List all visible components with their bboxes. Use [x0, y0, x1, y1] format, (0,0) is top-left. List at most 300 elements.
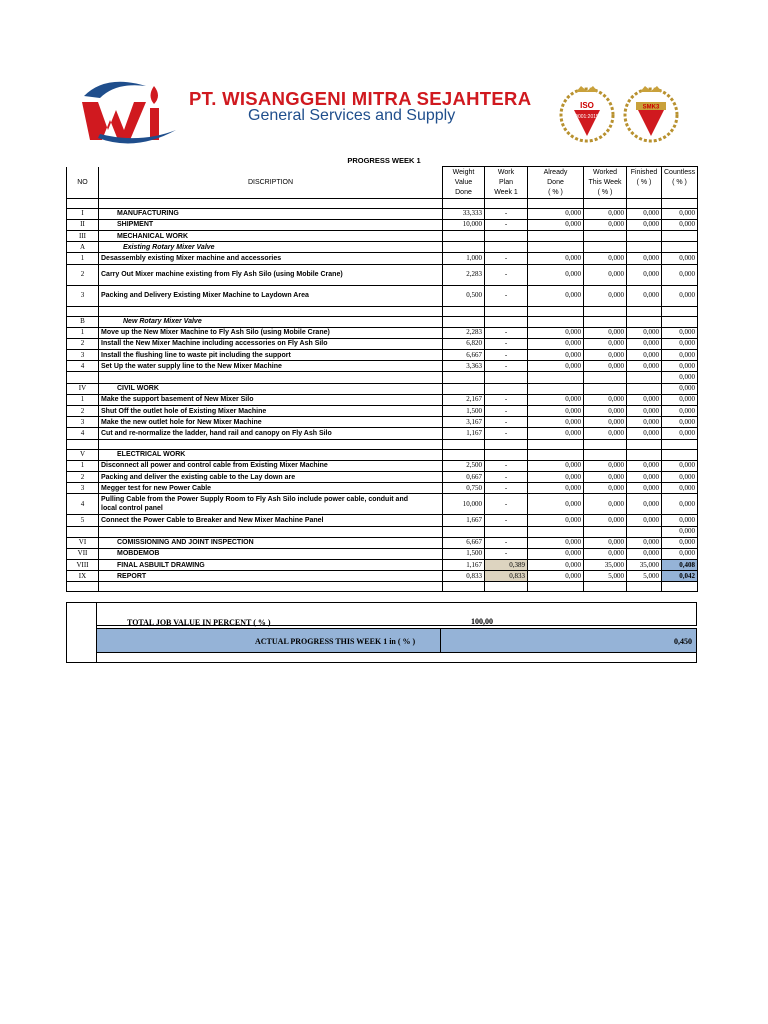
- header-no-cell: [67, 167, 99, 178]
- cell-no: [67, 372, 99, 383]
- cell-desc: [99, 198, 443, 208]
- cell-no: 2: [67, 338, 99, 349]
- cell-weight: 6,667: [443, 537, 485, 548]
- cell-already: [528, 316, 584, 327]
- cell-countless: 0,000: [662, 394, 698, 405]
- cell-desc: [99, 372, 443, 383]
- table-row: [67, 428, 698, 439]
- total-job-value: 100,00: [471, 617, 493, 626]
- header-worked-3: ( % ): [584, 187, 627, 198]
- cell-already: 0,000: [528, 428, 584, 439]
- cell-worked: 0,000: [584, 460, 627, 471]
- cell-worked: 5,000: [584, 571, 627, 582]
- cell-worked: 0,000: [584, 253, 627, 264]
- cell-finished: 0,000: [627, 327, 662, 338]
- cell-weight: [443, 526, 485, 537]
- header-finished-2: ( % ): [627, 177, 662, 187]
- cell-already: 0,000: [528, 264, 584, 285]
- actual-progress-row: [97, 628, 697, 653]
- cell-worked: [584, 582, 627, 592]
- cell-weight: 1,500: [443, 406, 485, 417]
- cell-weight: [443, 306, 485, 316]
- cell-plan: -: [485, 219, 528, 230]
- header-weight-2: Value: [443, 177, 485, 187]
- cell-plan: -: [485, 394, 528, 405]
- cell-countless: 0,000: [662, 428, 698, 439]
- cell-already: 0,000: [528, 471, 584, 482]
- cell-worked: [584, 306, 627, 316]
- cell-plan: -: [485, 494, 528, 515]
- cell-finished: 0,000: [627, 428, 662, 439]
- cell-worked: [584, 198, 627, 208]
- cell-weight: 0,750: [443, 483, 485, 494]
- cell-worked: [584, 316, 627, 327]
- cell-already: 0,000: [528, 537, 584, 548]
- table-body: [67, 198, 698, 592]
- cell-countless: [662, 582, 698, 592]
- cell-countless: 0,000: [662, 285, 698, 306]
- cell-countless: [662, 242, 698, 253]
- cell-worked: 0,000: [584, 494, 627, 515]
- cell-weight: 0,500: [443, 285, 485, 306]
- cell-desc: [99, 439, 443, 449]
- cell-countless: [662, 306, 698, 316]
- cell-worked: 0,000: [584, 350, 627, 361]
- cell-no: V: [67, 449, 99, 460]
- table-row: [67, 316, 698, 327]
- cell-weight: 10,000: [443, 494, 485, 515]
- table-row: [67, 460, 698, 471]
- cell-plan: -: [485, 515, 528, 526]
- table-row: [67, 338, 698, 349]
- blank-row: [67, 198, 698, 208]
- cell-countless: 0,000: [662, 526, 698, 537]
- cell-no: 2: [67, 406, 99, 417]
- cell-weight: 2,500: [443, 460, 485, 471]
- cell-finished: 0,000: [627, 394, 662, 405]
- cell-desc-line-1: Pulling Cable from the Power Supply Room to Fly Ash Silo include power cable, conduit and: [101, 496, 408, 504]
- cell-finished: 0,000: [627, 515, 662, 526]
- header-finished-3: [627, 187, 662, 198]
- cell-plan: -: [485, 350, 528, 361]
- cell-desc: Packing and Delivery Existing Mixer Machine to Laydown Area: [99, 285, 443, 306]
- cell-worked: 0,000: [584, 327, 627, 338]
- cell-plan: [485, 306, 528, 316]
- table-row: [67, 372, 698, 383]
- cell-desc-line-2: local control panel: [101, 505, 163, 513]
- cell-desc: MOBDEMOB: [99, 548, 443, 559]
- header-no-bottom: [67, 187, 99, 198]
- cell-countless: 0,000: [662, 471, 698, 482]
- table-row: [67, 383, 698, 394]
- cell-weight: 2,283: [443, 264, 485, 285]
- cell-countless: [662, 449, 698, 460]
- table-row: [67, 394, 698, 405]
- cell-plan: -: [485, 471, 528, 482]
- cell-worked: 0,000: [584, 361, 627, 372]
- table-row: [67, 571, 698, 582]
- cell-plan: -: [485, 264, 528, 285]
- cell-countless: 0,000: [662, 483, 698, 494]
- table-row: [67, 264, 698, 285]
- cell-finished: [627, 383, 662, 394]
- cell-desc: Make the support basement of New Mixer Silo: [99, 394, 443, 405]
- cell-no: I: [67, 208, 99, 219]
- cell-desc: Megger test for new Power Cable: [99, 483, 443, 494]
- cell-countless: 0,042: [662, 571, 698, 582]
- header-finished-1: Finished: [627, 167, 662, 178]
- cell-no: 3: [67, 285, 99, 306]
- cell-finished: [627, 582, 662, 592]
- cell-countless: [662, 316, 698, 327]
- cell-desc: Connect the Power Cable to Breaker and New Mixer Machine Panel: [99, 515, 443, 526]
- cell-plan: 0,833: [485, 571, 528, 582]
- company-logo: [76, 78, 188, 144]
- iso-badge-number: 9001:2015: [575, 114, 599, 120]
- totals-bottom-row: [97, 653, 697, 663]
- table-row: [67, 253, 698, 264]
- table-row: [67, 417, 698, 428]
- cell-desc: Install the flushing line to waste pit including the support: [99, 350, 443, 361]
- cell-no: 1: [67, 253, 99, 264]
- cell-already: 0,000: [528, 350, 584, 361]
- cell-no: III: [67, 230, 99, 241]
- cell-finished: [627, 449, 662, 460]
- totals-block: [66, 602, 697, 663]
- cell-worked: 0,000: [584, 471, 627, 482]
- table-row: [67, 449, 698, 460]
- actual-progress-value: 0,450: [674, 637, 692, 646]
- cell-already: 0,000: [528, 208, 584, 219]
- cell-finished: 0,000: [627, 548, 662, 559]
- cell-desc: CIVIL WORK: [99, 383, 443, 394]
- table-row: [67, 471, 698, 482]
- cell-weight: [443, 582, 485, 592]
- cell-weight: 10,000: [443, 219, 485, 230]
- table-row: [67, 406, 698, 417]
- cell-already: 0,000: [528, 571, 584, 582]
- cell-no: 1: [67, 327, 99, 338]
- cell-desc: Make the new outlet hole for New Mixer Machine: [99, 417, 443, 428]
- table-row: [67, 526, 698, 537]
- cell-desc: MANUFACTURING: [99, 208, 443, 219]
- cell-worked: 0,000: [584, 483, 627, 494]
- cell-finished: [627, 372, 662, 383]
- cell-worked: [584, 242, 627, 253]
- cell-no: [67, 198, 99, 208]
- cell-no: VII: [67, 548, 99, 559]
- table-row: [67, 361, 698, 372]
- cell-no: [67, 439, 99, 449]
- iso-badge-label: ISO: [580, 101, 594, 110]
- cell-no: VIII: [67, 560, 99, 571]
- cell-no: IV: [67, 383, 99, 394]
- iso-certification-badge: [556, 82, 618, 144]
- cell-plan: [485, 439, 528, 449]
- cell-finished: 0,000: [627, 483, 662, 494]
- cell-weight: 6,667: [443, 350, 485, 361]
- cell-desc: Set Up the water supply line to the New Mixer Machine: [99, 361, 443, 372]
- header-countless-2: ( % ): [662, 177, 698, 187]
- table-row: [67, 208, 698, 219]
- table-row: [67, 242, 698, 253]
- cell-countless: 0,000: [662, 219, 698, 230]
- cell-no: 3: [67, 417, 99, 428]
- cell-countless: 0,000: [662, 372, 698, 383]
- cell-finished: 0,000: [627, 494, 662, 515]
- cell-weight: [443, 242, 485, 253]
- cell-plan: [485, 526, 528, 537]
- cell-already: 0,000: [528, 494, 584, 515]
- cell-weight: 6,820: [443, 338, 485, 349]
- cell-finished: 0,000: [627, 537, 662, 548]
- cell-plan: -: [485, 537, 528, 548]
- header-plan-2: Plan: [485, 177, 528, 187]
- cell-already: [528, 449, 584, 460]
- cell-no: 4: [67, 428, 99, 439]
- cell-already: [528, 198, 584, 208]
- cell-countless: 0,000: [662, 515, 698, 526]
- company-tagline: General Services and Supply: [248, 107, 456, 124]
- header-countless-1: Countless: [662, 167, 698, 178]
- cell-desc: Packing and deliver the existing cable to the Lay down are: [99, 471, 443, 482]
- cell-finished: 0,000: [627, 338, 662, 349]
- cell-no: 3: [67, 483, 99, 494]
- cell-desc: Install the New Mixer Machine including accessories on Fly Ash Silo: [99, 338, 443, 349]
- cell-worked: [584, 439, 627, 449]
- cell-worked: [584, 372, 627, 383]
- cell-weight: 0,833: [443, 571, 485, 582]
- cell-countless: 0,408: [662, 560, 698, 571]
- cell-no: 1: [67, 460, 99, 471]
- cell-finished: [627, 316, 662, 327]
- cell-desc: Shut Off the outlet hole of Existing Mixer Machine: [99, 406, 443, 417]
- cell-no: 2: [67, 264, 99, 285]
- cell-worked: 0,000: [584, 394, 627, 405]
- cell-plan: [485, 242, 528, 253]
- cell-finished: [627, 242, 662, 253]
- cell-weight: 0,667: [443, 471, 485, 482]
- cell-finished: [627, 306, 662, 316]
- header-description-label: DISCRIPTION: [99, 177, 443, 187]
- cell-plan: -: [485, 327, 528, 338]
- cell-already: 0,000: [528, 417, 584, 428]
- cell-weight: 1,500: [443, 548, 485, 559]
- cell-worked: 0,000: [584, 338, 627, 349]
- cell-no: [67, 306, 99, 316]
- header-row-1: [67, 167, 698, 178]
- cell-no: II: [67, 219, 99, 230]
- cell-countless: 0,000: [662, 208, 698, 219]
- cell-countless: 0,000: [662, 494, 698, 515]
- blank-row: [67, 306, 698, 316]
- company-name: PT. WISANGGENI MITRA SEJAHTERA: [189, 88, 532, 109]
- table-row: [67, 219, 698, 230]
- header-already-3: ( % ): [528, 187, 584, 198]
- cell-already: [528, 230, 584, 241]
- cell-no: 1: [67, 394, 99, 405]
- cell-desc: [99, 306, 443, 316]
- cell-countless: 0,000: [662, 460, 698, 471]
- cell-weight: 33,333: [443, 208, 485, 219]
- cell-desc: [99, 526, 443, 537]
- cell-countless: 0,000: [662, 253, 698, 264]
- cell-plan: -: [485, 253, 528, 264]
- cell-already: 0,000: [528, 460, 584, 471]
- cell-desc: Desassembly existing Mixer machine and accessories: [99, 253, 443, 264]
- cell-no: B: [67, 316, 99, 327]
- cell-countless: 0,000: [662, 350, 698, 361]
- cell-desc: Disconnect all power and control cable from Existing Mixer Machine: [99, 460, 443, 471]
- cell-already: 0,000: [528, 285, 584, 306]
- smk3-certification-badge: [620, 82, 682, 144]
- cell-worked: [584, 526, 627, 537]
- cell-countless: 0,000: [662, 406, 698, 417]
- cell-weight: [443, 230, 485, 241]
- cell-weight: 1,667: [443, 515, 485, 526]
- cell-worked: 0,000: [584, 285, 627, 306]
- cell-desc: REPORT: [99, 571, 443, 582]
- cell-worked: 35,000: [584, 560, 627, 571]
- cell-weight: 2,167: [443, 394, 485, 405]
- cell-finished: 0,000: [627, 264, 662, 285]
- cell-finished: [627, 230, 662, 241]
- actual-progress-divider: [440, 629, 441, 652]
- cell-plan: [485, 316, 528, 327]
- cell-already: 0,000: [528, 253, 584, 264]
- header-description-bottom: [99, 187, 443, 198]
- blank-row: [67, 582, 698, 592]
- cell-plan: -: [485, 285, 528, 306]
- cell-worked: 0,000: [584, 264, 627, 285]
- header-description-cell: [99, 167, 443, 178]
- table-row: [67, 350, 698, 361]
- header-row-3: [67, 187, 698, 198]
- cell-plan: [485, 230, 528, 241]
- cell-already: 0,000: [528, 560, 584, 571]
- cell-worked: 0,000: [584, 219, 627, 230]
- cell-countless: 0,000: [662, 383, 698, 394]
- cell-desc: ELECTRICAL WORK: [99, 449, 443, 460]
- cell-finished: 0,000: [627, 219, 662, 230]
- header-already-2: Done: [528, 177, 584, 187]
- cell-already: 0,000: [528, 338, 584, 349]
- cell-weight: [443, 383, 485, 394]
- cell-plan: [485, 383, 528, 394]
- header-already-1: Already: [528, 167, 584, 178]
- cell-finished: 0,000: [627, 208, 662, 219]
- cell-already: [528, 306, 584, 316]
- smk3-badge-label: SMK3: [642, 104, 660, 111]
- cell-plan: -: [485, 406, 528, 417]
- cell-countless: 0,000: [662, 361, 698, 372]
- cell-finished: [627, 198, 662, 208]
- document-title: PROGRESS WEEK 1: [347, 156, 421, 165]
- cell-already: 0,000: [528, 361, 584, 372]
- cell-already: [528, 439, 584, 449]
- cell-desc: [99, 582, 443, 592]
- cell-plan: [485, 372, 528, 383]
- cell-already: 0,000: [528, 515, 584, 526]
- cell-desc: Existing Rotary Mixer Valve: [99, 242, 443, 253]
- cell-countless: 0,000: [662, 338, 698, 349]
- header-countless-3: [662, 187, 698, 198]
- cell-desc: Cut and re-normalize the ladder, hand rail and canopy on Fly Ash Silo: [99, 428, 443, 439]
- cell-weight: [443, 198, 485, 208]
- cell-finished: 0,000: [627, 417, 662, 428]
- header-no-label: NO: [67, 177, 99, 187]
- cell-countless: 0,000: [662, 417, 698, 428]
- cell-weight: 3,363: [443, 361, 485, 372]
- cell-worked: 0,000: [584, 428, 627, 439]
- cell-already: 0,000: [528, 394, 584, 405]
- cell-plan: 0,389: [485, 560, 528, 571]
- cell-no: 2: [67, 471, 99, 482]
- cell-countless: 0,000: [662, 327, 698, 338]
- header-weight-3: Done: [443, 187, 485, 198]
- cell-finished: 0,000: [627, 285, 662, 306]
- header-weight-1: Weight: [443, 167, 485, 178]
- table-row: [67, 327, 698, 338]
- cell-desc: New Rotary Mixer Valve: [99, 316, 443, 327]
- cell-plan: [485, 449, 528, 460]
- letterhead: [76, 78, 696, 148]
- cell-countless: [662, 198, 698, 208]
- cell-plan: -: [485, 548, 528, 559]
- cell-finished: 0,000: [627, 460, 662, 471]
- cell-weight: [443, 316, 485, 327]
- cell-already: 0,000: [528, 548, 584, 559]
- cell-already: [528, 383, 584, 394]
- cell-already: 0,000: [528, 327, 584, 338]
- cell-plan: [485, 582, 528, 592]
- cell-finished: 0,000: [627, 253, 662, 264]
- header-worked-1: Worked: [584, 167, 627, 178]
- cell-no: VI: [67, 537, 99, 548]
- cell-weight: 1,167: [443, 428, 485, 439]
- cell-worked: [584, 230, 627, 241]
- cell-worked: 0,000: [584, 548, 627, 559]
- cell-worked: 0,000: [584, 406, 627, 417]
- cell-plan: -: [485, 483, 528, 494]
- cell-desc: COMISSIONING AND JOINT INSPECTION: [99, 537, 443, 548]
- table-row: [67, 285, 698, 306]
- total-job-value-row: [97, 602, 697, 626]
- cell-countless: 0,000: [662, 264, 698, 285]
- cell-already: 0,000: [528, 483, 584, 494]
- cell-worked: [584, 383, 627, 394]
- cell-finished: 0,000: [627, 471, 662, 482]
- cell-weight: [443, 449, 485, 460]
- cell-finished: 5,000: [627, 571, 662, 582]
- header-row-2: [67, 177, 698, 187]
- cell-countless: [662, 230, 698, 241]
- cell-already: [528, 582, 584, 592]
- table-row: [67, 483, 698, 494]
- cell-worked: 0,000: [584, 537, 627, 548]
- cell-already: [528, 372, 584, 383]
- header-worked-2: This Week: [584, 177, 627, 187]
- cell-already: [528, 242, 584, 253]
- cell-worked: [584, 449, 627, 460]
- cell-weight: 1,000: [443, 253, 485, 264]
- cell-weight: 1,167: [443, 560, 485, 571]
- cell-plan: -: [485, 208, 528, 219]
- cell-no: 5: [67, 515, 99, 526]
- cell-weight: [443, 372, 485, 383]
- cell-no: 3: [67, 350, 99, 361]
- progress-table: [66, 166, 698, 592]
